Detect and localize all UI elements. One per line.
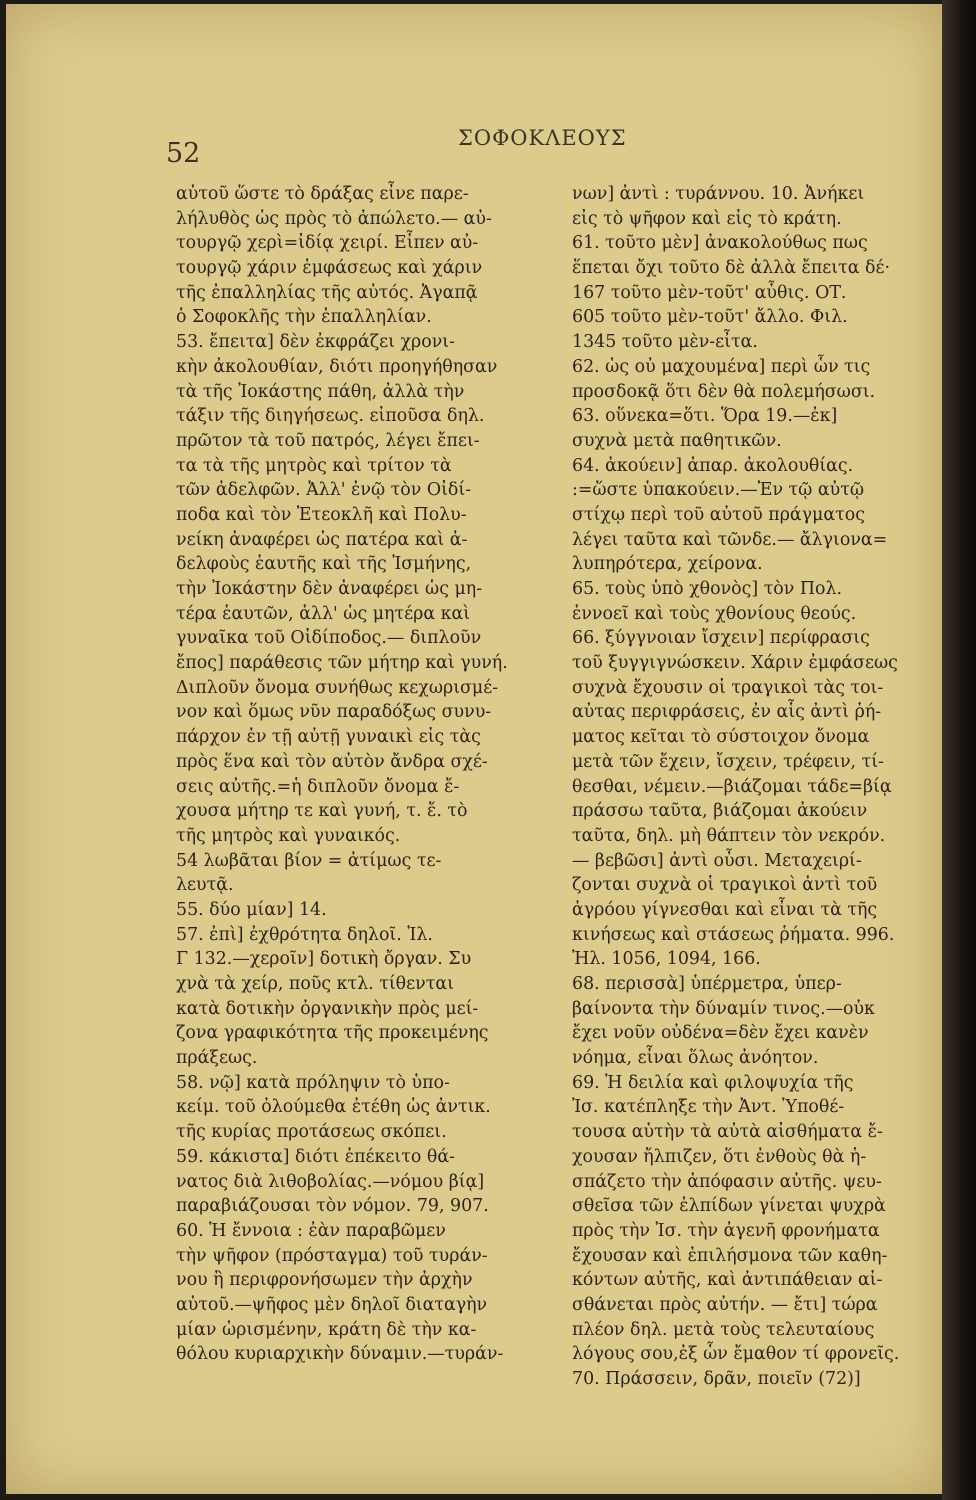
text-line: λήλυθὸς ὡς πρὸς τὸ ἀπώλετο.— αὐ-: [176, 208, 492, 229]
text-line: ἔχει νοῦν οὐδένα=δὲν ἔχει κανὲν: [572, 1023, 869, 1044]
text-line: Ἰσ. κατέπληξε τὴν Ἀντ. Ὑποθέ-: [572, 1097, 845, 1118]
text-line: νον καὶ ὅμως νῦν παραδόξως συνυ-: [176, 702, 492, 723]
text-line: τῆς μητρὸς καὶ γυναικός.: [176, 825, 401, 846]
text-line: Διπλοῦν ὄνομα συνήθως κεχωρισμέ-: [176, 677, 499, 698]
text-line: 65. τοὺς ὑπὸ χθονὸς] τὸν Πολ.: [572, 579, 843, 599]
text-line: ἕπεται ὄχι τοῦτο δὲ ἀλλὰ ἔπειτα δέ·: [572, 258, 890, 279]
page-number: 52: [166, 138, 201, 169]
text-line: κινήσεως καὶ στάσεως ῥήματα. 996.: [572, 924, 895, 945]
text-line: 60. Ἡ ἔννοια : ἐὰν παραβῶμεν: [176, 1220, 446, 1241]
text-line: συχνὰ μετὰ παθητικῶν.: [572, 430, 782, 451]
text-line: 167 τοῦτο μὲν-τοῦτ' αὖθις. ΟΤ.: [572, 282, 847, 303]
text-line: κὴν ἀκολουθίαν, διότι προηγήθησαν: [176, 356, 498, 377]
text-line: 64. ἀκούειν] ἀπαρ. ἀκολουθίας.: [572, 455, 854, 476]
text-line: συχνὰ ἔχουσιν οἱ τραγικοὶ τὰς τοι-: [572, 677, 884, 698]
text-line: ζονται συχνὰ οἱ τραγικοὶ ἀντὶ τοῦ: [572, 875, 878, 896]
text-line: ζονα γραφικότητα τῆς προκειμένης: [176, 1023, 489, 1044]
text-line: λευτᾷ.: [176, 875, 234, 896]
text-line: πράσσω ταῦτα, βιάζομαι ἀκούειν: [572, 801, 868, 822]
text-line: σπάζετο τὴν ἀπόφασιν αὐτῆς. ψευ-: [572, 1171, 882, 1192]
text-line: τῆς ἐπαλληλίας τῆς αὐτός. Ἀγαπᾷ: [176, 282, 478, 303]
text-line: νείκη ἀναφέρει ὡς πατέρα καὶ ἀ-: [176, 529, 468, 550]
text-line: δελφοὺς ἑαυτῆς καὶ τῆς Ἰσμήνης,: [176, 554, 472, 575]
text-line: πρὸς τὴν Ἰσ. τὴν ἀγενῆ φρονήματα: [572, 1220, 880, 1241]
text-line: 69. Ἡ δειλία καὶ φιλοψυχία τῆς: [572, 1072, 854, 1093]
text-line: 68. περισσὰ] ὑπέρμετρα, ὑπερ-: [572, 974, 842, 994]
text-line: τουργῷ χάριν ἐμφάσεως καὶ χάριν: [176, 258, 483, 279]
text-line: 70. Πράσσειν, δρᾶν, ποιεῖν (72)]: [572, 1369, 861, 1389]
text-line: 61. τοῦτο μὲν] ἀνακολούθως πως: [572, 233, 868, 254]
text-line: 55. δύο μίαν] 14.: [176, 899, 327, 920]
text-line: λυπηρότερα, χείρονα.: [572, 554, 763, 575]
text-line: νου ἢ περιφρονήσωμεν τὴν ἀρχὴν: [176, 1270, 473, 1291]
text-line: τουργῷ χερὶ=ἰδίᾳ χειρί. Εἶπεν αὐ-: [176, 233, 479, 254]
text-line: λέγει ταῦτα καὶ τῶνδε.— ἄλγιονα=: [572, 529, 888, 550]
text-line: μίαν ὡρισμένην, κράτη δὲ τὴν κα-: [176, 1319, 477, 1340]
text-line: 66. ξύγγνοιαν ἴσχειν] περίφρασις: [572, 628, 870, 649]
text-line: 605 τοῦτο μὲν-τοῦτ' ἄλλο. Φιλ.: [572, 307, 848, 328]
text-line: τὴν Ἰοκάστην δὲν ἀναφέρει ὡς μη-: [176, 579, 483, 599]
text-line: στίχῳ περὶ τοῦ αὐτοῦ πράγματος: [572, 504, 865, 525]
text-line: 62. ὡς οὐ μαχουμένα] περὶ ὧν τις: [572, 356, 871, 377]
book-spine: [942, 0, 976, 1500]
text-line: νων] ἀντὶ : τυράννου. 10. Ἀνήκει: [572, 184, 865, 204]
text-line: 53. ἔπειτα] δὲν ἐκφράζει χρονι-: [176, 332, 455, 353]
text-line: ποδα καὶ τὸν Ἐτεοκλῆ καὶ Πολυ-: [176, 504, 467, 525]
text-line: τῆς κυρίας προτάσεως σκόπει.: [176, 1122, 447, 1143]
text-line: κόντων αὐτῆς, καὶ ἀντιπάθειαν αἰ-: [572, 1270, 883, 1291]
text-line: τοῦ ξυγγιγνώσκειν. Χάριν ἐμφάσεως: [572, 653, 898, 674]
text-line: ματος κεῖται τὸ σύστοιχον ὄνομα: [572, 727, 870, 748]
running-title: ΣΟΦΟΚΛΕΟΥΣ: [458, 126, 627, 150]
text-line: λόγους σου,ἐξ ὧν ἔμαθον τί φρονεῖς.: [572, 1344, 900, 1365]
text-line: 1345 τοῦτο μὲν-εἶτα.: [572, 332, 758, 353]
text-line: νόημα, εἶναι ὅλως ἀνόητον.: [572, 1048, 819, 1069]
text-line: μετὰ τῶν ἔχειν, ἴσχειν, τρέφειν, τί-: [572, 751, 884, 772]
text-line: σθεῖσα τῶν ἐλπίδων γίνεται ψυχρὰ: [572, 1196, 886, 1217]
text-line: χουσα μήτηρ τε καὶ γυνή, τ. ἔ. τὸ: [176, 801, 468, 822]
text-line: αὐτοῦ.—ψῆφος μὲν δηλοῖ διαταγὴν: [176, 1294, 488, 1315]
book-page: [6, 4, 942, 1494]
text-line: σεις αὐτῆς.=ἡ διπλοῦν ὄνομα ἔ-: [176, 776, 460, 797]
text-line: ἀγρόου γίγνεσθαι καὶ εἶναι τὰ τῆς: [572, 899, 878, 920]
text-line: Γ 132.—χεροῖν] δοτικὴ ὄργαν. Συ: [176, 949, 472, 970]
text-line: τὰ τῆς Ἰοκάστης πάθη, ἀλλὰ τὴν: [176, 381, 465, 402]
text-line: βαίνοντα τὴν δύναμίν τινος.—οὐκ: [572, 998, 875, 1019]
text-line: τάξιν τῆς διηγήσεως. εἰποῦσα δηλ.: [176, 406, 485, 427]
text-line: ὁ Σοφοκλῆς τὴν ἐπαλληλίαν.: [176, 307, 432, 328]
text-line: αὐτας περιφράσεις, ἐν αἷς ἀντὶ ῥή-: [572, 702, 882, 723]
text-line: χουσαν ἤλπιζεν, ὅτι ἐνθοὺς θὰ ἡ-: [572, 1146, 867, 1167]
text-line: 57. ἐπὶ] ἐχθρότητα δηλοῖ. Ἰλ.: [176, 924, 433, 945]
text-line: πρὸς ἕνα καὶ τὸν αὐτὸν ἄνδρα σχέ-: [176, 751, 488, 772]
text-line: προσδοκᾷ ὅτι δὲν θὰ πολεμήσωσι.: [572, 381, 876, 402]
text-line: πρῶτον τὰ τοῦ πατρός, λέγει ἔπει-: [176, 430, 480, 451]
text-line: ἐννοεῖ καὶ τοὺς χθονίους θεούς.: [572, 603, 857, 624]
text-line: ταῦτα, δηλ. μὴ θάπτειν τὸν νεκρόν.: [572, 825, 886, 846]
text-line: 58. νῷ] κατὰ πρόληψιν τὸ ὑπο-: [176, 1072, 450, 1093]
text-line: ἔπος] παράθεσις τῶν μήτηρ καὶ γυνή.: [176, 653, 508, 674]
text-line: εἰς τὸ ψῆφον καὶ εἰς τὸ κράτη.: [572, 208, 842, 229]
text-line: τα τὰ τῆς μητρὸς καὶ τρίτον τὰ: [176, 455, 452, 476]
right-text-column: [572, 182, 942, 1392]
text-line: κατὰ δοτικὴν ὀργανικὴν πρὸς μεί-: [176, 998, 479, 1019]
text-line: νατος διὰ λιθοβολίας.—νόμου βίᾳ]: [176, 1171, 485, 1192]
text-line: — βεβῶσι] ἀντὶ οὖσι. Μεταχειρί-: [572, 850, 862, 871]
text-line: :=ὥστε ὑπακούειν.—Ἐν τῷ αὐτῷ: [572, 480, 864, 501]
text-line: γυναῖκα τοῦ Οἰδίποδος.— διπλοῦν: [176, 628, 482, 649]
text-line: χνὰ τὰ χείρ, ποῦς κτλ. τίθενται: [176, 974, 454, 994]
text-line: πράξεως.: [176, 1048, 258, 1069]
text-line: τέρα ἑαυτῶν, ἀλλ' ὡς μητέρα καὶ: [176, 603, 471, 624]
text-line: τουσα αὐτὴν τὰ αὐτὰ αἰσθήματα ἔ-: [572, 1122, 883, 1143]
text-line: τῶν ἀδελφῶν. Ἀλλ' ἐνῷ τὸν Οἰδί-: [176, 480, 472, 501]
text-line: παραβιάζουσαι τὸν νόμον. 79, 907.: [176, 1196, 489, 1217]
text-line: κείμ. τοῦ ὀλούμεθα ἐτέθη ὡς ἀντικ.: [176, 1097, 491, 1118]
text-line: 63. οὕνεκα=ὅτι. Ὅρα 19.—ἐκ]: [572, 406, 838, 427]
text-line: πάρχον ἐν τῇ αὐτῇ γυναικὶ εἰς τὰς: [176, 727, 481, 748]
text-line: τὴν ψῆφον (πρόσταγμα) τοῦ τυράν-: [176, 1245, 488, 1266]
left-text-column: [176, 182, 558, 1367]
text-line: Ἠλ. 1056, 1094, 166.: [572, 949, 761, 970]
text-line: ἔχουσαν καὶ ἐπιλήσμονα τῶν καθη-: [572, 1245, 888, 1266]
text-line: 54 λωβᾶται βίον = ἀτίμως τε-: [176, 850, 442, 871]
text-line: θόλου κυριαρχικὴν δύναμιν.—τυράν-: [176, 1344, 504, 1365]
text-line: σθάνεται πρὸς αὐτήν. — ἔτι] τώρα: [572, 1294, 878, 1315]
text-line: 59. κάκιστα] διότι ἐπέκειτο θά-: [176, 1146, 455, 1167]
text-line: πλέον δηλ. μετὰ τοὺς τελευταίους: [572, 1319, 875, 1340]
text-line: αὐτοῦ ὥστε τὸ δράξας εἶνε παρε-: [176, 184, 469, 204]
text-line: θεσθαι, νέμειν.—βιάζομαι τάδε=βίᾳ: [572, 776, 892, 797]
